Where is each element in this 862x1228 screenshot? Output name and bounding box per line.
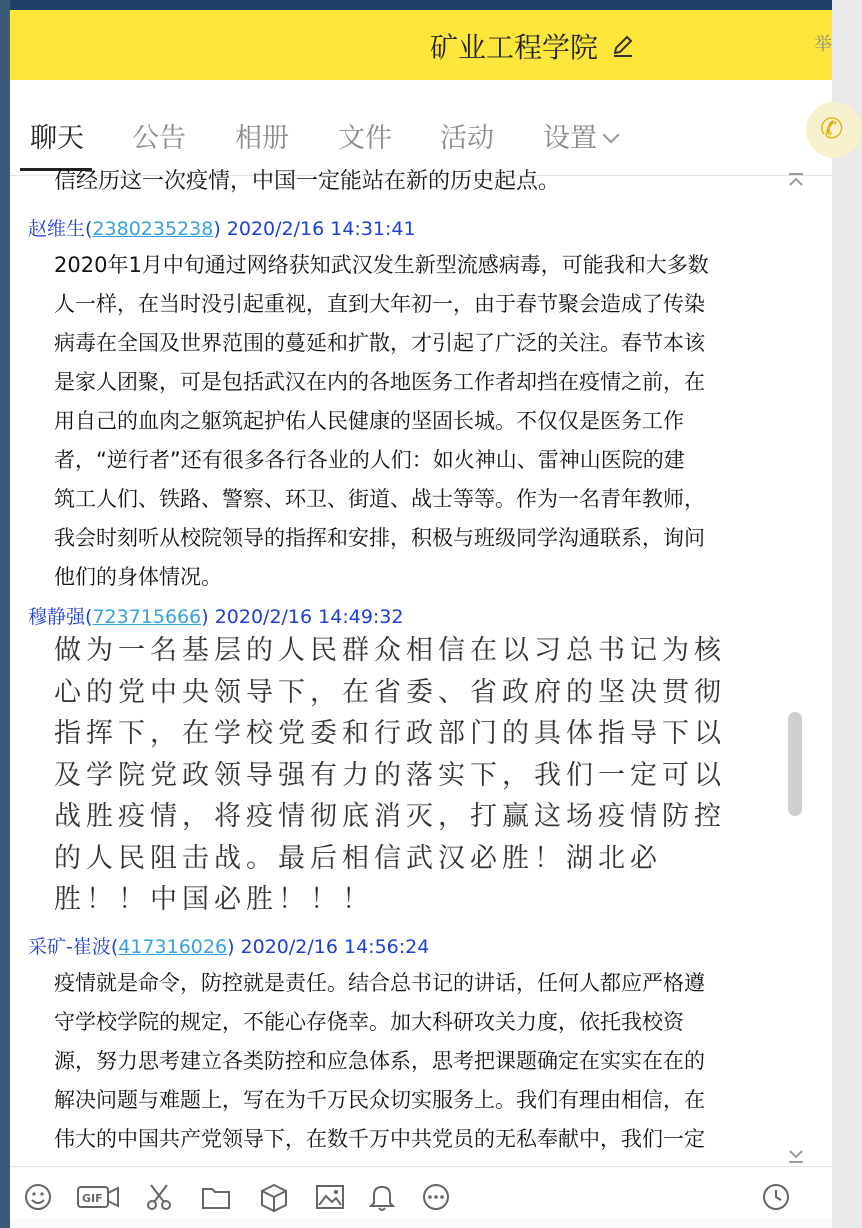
title-bar — [10, 10, 832, 80]
bottom-strip — [10, 1218, 832, 1228]
tab-announcement[interactable]: 公告 — [132, 123, 186, 154]
tab-chat[interactable]: 聊天 — [30, 123, 84, 154]
chevron-down-icon — [603, 127, 620, 144]
scissors-icon[interactable] — [143, 1181, 175, 1213]
title-corner-text: 举 — [814, 34, 832, 55]
sender-name[interactable]: 穆静强 — [28, 606, 86, 628]
message-line: 做为一名基层的人民群众相信在以习总书记为核 — [54, 635, 726, 666]
sender-id-link[interactable]: 417316026 — [118, 936, 228, 958]
emoji-icon[interactable] — [22, 1181, 54, 1213]
message-line: 病毒在全国及世界范围的蔓延和扩散，才引起了广泛的关注。春节本该 — [54, 331, 705, 355]
message-line: 伟大的中国共产党领导下，在数千万中共党员的无私奉献中，我们一定 — [54, 1127, 705, 1151]
message-line: 人一样，在当时没引起重视，直到大年初一，由于春节聚会造成了传染 — [54, 292, 705, 316]
message-fragment: 信经历这一次疫情，中国一定能站在新的历史起点。 — [54, 169, 561, 194]
message-line: 我会时刻听从校院领导的指挥和安排，积极与班级同学沟通联系，询问 — [54, 526, 705, 550]
folder-icon[interactable] — [200, 1181, 232, 1213]
tab-activity[interactable]: 活动 — [440, 123, 494, 154]
message-header: 穆静强(723715666) 2020/2/16 14:49:32 — [28, 606, 404, 628]
tab-album[interactable]: 相册 — [235, 123, 289, 154]
title-group — [430, 28, 636, 64]
message-line: 源，努力思考建立各类防控和应急体系，思考把课题确定在实实在在的 — [54, 1049, 705, 1073]
edit-icon[interactable] — [610, 33, 636, 59]
background-left — [0, 0, 10, 1228]
more-icon[interactable] — [420, 1181, 452, 1213]
message-line: 2020年1月中旬通过网络获知武汉发生新型流感病毒，可能我和大多数 — [54, 253, 709, 277]
tab-settings[interactable] — [543, 116, 617, 155]
sender-id-link[interactable]: 2380235238 — [92, 218, 214, 240]
message-line: 心的党中央领导下，在省委、省政府的坚决贯彻 — [54, 676, 726, 708]
message-time: 2020/2/16 14:49:32 — [214, 606, 404, 628]
message-line: 守学校学院的规定，不能心存侥幸。加大科研攻关力度，依托我校资 — [54, 1010, 684, 1034]
history-icon[interactable] — [760, 1181, 792, 1213]
message-line: 解决问题与难题上，写在为千万民众切实服务上。我们有理由相信，在 — [54, 1088, 705, 1112]
message-line: 胜！！中国必胜！！！ — [54, 884, 374, 915]
phone-call-button[interactable] — [806, 102, 862, 158]
message-body — [54, 630, 774, 921]
message-body — [54, 964, 780, 1198]
scroll-to-top-icon[interactable] — [786, 170, 806, 190]
message-line: 战胜疫情，将疫情彻底消灭，打赢这场疫情防控 — [54, 801, 726, 832]
message-line: 指挥下，在学校党委和行政部门的具体指导下以 — [54, 718, 726, 749]
image-icon[interactable] — [314, 1181, 346, 1213]
message-line: 是家人团聚，可是包括武汉在内的各地医务工作者却挡在疫情之前，在 — [54, 370, 705, 394]
bell-icon[interactable] — [366, 1181, 398, 1213]
background-top — [0, 0, 832, 10]
message-header: 采矿-崔波(417316026) 2020/2/16 14:56:24 — [28, 936, 430, 958]
scrollbar-thumb[interactable] — [788, 712, 802, 816]
gif-icon[interactable] — [76, 1181, 120, 1213]
scroll-to-bottom-icon[interactable] — [786, 1146, 806, 1166]
message-line: 及学院党政领导强有力的落实下，我们一定可以 — [54, 759, 726, 791]
gif-label: GIF — [82, 1192, 103, 1205]
sender-id-link[interactable]: 723715666 — [92, 606, 202, 628]
message-line: 筑工人们、铁路、警察、环卫、街道、战士等等。作为一名青年教师， — [54, 487, 705, 511]
dice-icon[interactable] — [258, 1181, 290, 1213]
group-title: 矿业工程学院 — [430, 31, 599, 64]
message-time: 2020/2/16 14:31:41 — [226, 218, 416, 240]
phone-icon: ✆ — [820, 112, 844, 145]
message-header: 赵维生(2380235238) 2020/2/16 14:31:41 — [28, 218, 416, 240]
message-line: 疫情就是命令，防控就是责任。结合总书记的讲话，任何人都应严格遵 — [54, 971, 705, 995]
tab-settings-label: 设置 — [543, 123, 597, 154]
group-chat-window — [10, 10, 844, 1228]
sender-name[interactable]: 赵维生 — [28, 218, 86, 240]
message-line: 的人民阻击战。最后相信武汉必胜！湖北必 — [54, 842, 662, 874]
message-line: 者，“逆行者”还有很多各行各业的人们：如火神山、雷神山医院的建 — [54, 448, 685, 472]
tab-bar — [10, 80, 832, 176]
message-line: 他们的身体情况。 — [54, 565, 222, 589]
message-body — [54, 246, 780, 597]
chat-message-area[interactable] — [10, 170, 800, 1166]
sender-name[interactable]: 采矿-崔波 — [28, 936, 111, 958]
tab-files[interactable]: 文件 — [338, 123, 392, 154]
message-time: 2020/2/16 14:56:24 — [240, 936, 430, 958]
message-line: 用自己的血肉之躯筑起护佑人民健康的坚固长城。不仅仅是医务工作 — [54, 409, 684, 433]
